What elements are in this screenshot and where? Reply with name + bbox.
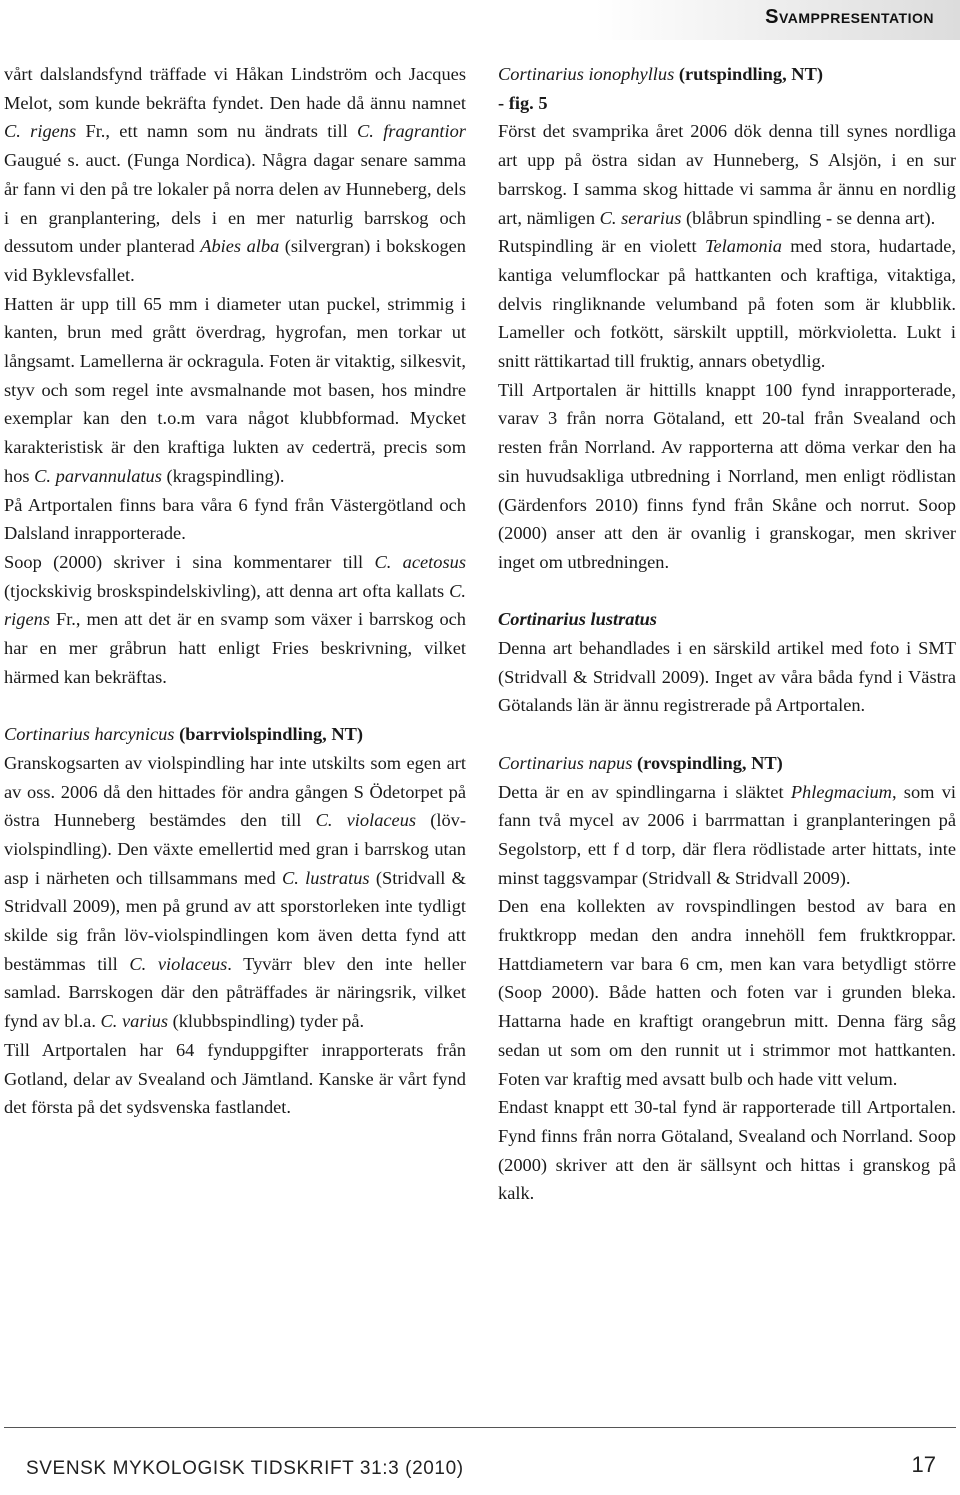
header-bar (0, 0, 960, 40)
section-label: Svamppresentation (765, 6, 934, 28)
species-heading-ionophyllus: Cortinarius ionophyllus (rutspindling, NT) - fig. 5 (498, 64, 823, 113)
paragraph: Till Artportalen har 64 fynduppgifter inrapporterats från Gotland, delar av Svealand och Jämtland. Kanske är vårt fynd det första på det sydsvenska fastlandet. (4, 1039, 466, 1118)
paragraph: Granskogsarten av violspindling har inte utskilts som egen art av oss. 2006 då den hittades för andra gången S Ödetorpet på östra Hunneberg bestämdes den till C. violaceus (löv-violspindling). Den växte emellertid med gran i barrskog utan asp i närheten och tillsammans med C. lustratus (Stridvall & Stridvall 2009), men på grund av att sporstorleken inte tydligt skilde sig från löv-violspindlingen kom även detta fynd att bestämmas till C. violaceus. Tyvärr blev den inte heller samlad. Barrskogen där den påträffades är näringsrik, vilket fynd av bl.a. C. varius (klubbspindling) tyder på. (4, 752, 466, 1032)
paragraph: Hatten är upp till 65 mm i diameter utan puckel, strimmig i kanten, brun med grått överdrag, hygrofan, men torkar ut långsamt. Lamellerna är ockragula. Foten är vitaktig, silkesvit, styv och som regel inte avsmalnande mot basen, hos mindre exemplar kan den t.o.m vara något klubbformad. Mycket karakteristisk är den kraftiga lukten av cederträ, precis som hos C. parvannulatus (kragspindling). (4, 293, 466, 486)
paragraph: Den ena kollekten av rovspindlingen bestod av bara en fruktkropp medan den andra innehöll fem fruktkroppar. Hattdiametern var bara 6 cm, men kan vara betydligt större (Soop 2000). Både hatten och foten var i grunden bleka. Hattarna hade en kraftigt orangebrun mitt. Denna färg såg sedan ut som om den runnit ut i strimmor mot hattkanten. Foten var kraftig med avsatt bulb och hade vitt velum. (498, 896, 956, 1089)
species-heading-napus: Cortinarius napus (rovspindling, NT) (498, 752, 783, 773)
species-heading-harcynicus: Cortinarius harcynicus (barrviolspindling, NT) (4, 724, 364, 745)
species-heading-lustratus: Cortinarius lustratus (498, 609, 657, 630)
paragraph: vårt dalslandsfynd träffade vi Håkan Lindström och Jacques Melot, som kunde bekräfta fyndet. Den hade då ännu namnet C. rigens Fr., ett namn som nu ändrats till C. fragrantior Gaugué s. auct. (Funga Nordica). Några dagar senare samma år fann vi den på tre lokaler på norra delen av Hunneberg, dels i en granplantering, dels i en mer naturlig barrskog och dessutom under planterad Abies alba (silvergran) i bokskogen vid Byklevsfallet. (4, 64, 466, 285)
paragraph: Rutspindling är en violett Telamonia med stora, hudartade, kantiga velumflockar på hattkanten och kraftiga, vitaktiga, delvis ringliknande velumband på foten som är klubblik. Lameller och fotkött, särskilt upptill, mörkvioletta. Lukt i snitt rättikartad till fruktig, annars obetydlig. (498, 236, 957, 372)
paragraph: Detta är en av spindlingarna i släktet Phlegmacium, som vi fann två mycel av 2006 i barrmattan i granplanteringen på Segolstorp, ett f d torp, där flera rödlistade arter hittats, inte minst taggsvampar (Stridvall & Stridvall 2009). (498, 781, 956, 888)
paragraph: På Artportalen finns bara våra 6 fynd från Västergötland och Dalsland inrapporterade. (4, 494, 466, 544)
right-column (498, 60, 956, 1208)
paragraph: Soop (2000) skriver i sina kommentarer till C. acetosus (tjockskivig broskspindelskivling), att denna art ofta kallats C. rigens Fr., men att det är en svamp som växer i barrskog och har en mer gråbrun hatt enligt Fries beskrivning, vilket härmed kan bekräftas. (4, 551, 467, 687)
footer-rule (4, 1427, 956, 1428)
paragraph: Först det svamprika året 2006 dök denna till synes nordliga art upp på östra sidan av Hunneberg, S Alsjön, i en sur barrskog. I samma skog hittade vi samma år ännu en nordlig art, nämligen C. serarius (blåbrun spindling - se denna art). (498, 121, 956, 228)
journal-name: SVENSK MYKOLOGISK TIDSKRIFT 31:3 (2010) (26, 1458, 464, 1479)
paragraph: Denna art behandlades i en särskild artikel med foto i SMT (Stridvall & Stridvall 2009). Inget av våra båda fynd i Västra Götalands län är ännu registrerade på Artportalen. (498, 638, 956, 716)
left-column (4, 60, 466, 1122)
page-number: 17 (911, 1452, 936, 1477)
paragraph: Till Artportalen är hittills knappt 100 fynd inrapporterade, varav 3 från norra Götaland, ett 20-tal från Svealand och resten från Norrland. Av rapporterna att döma verkar den ha sin huvudsakliga utbredning i Norrland, men enligt rödlistan (Gärdenfors 2010) finns fynd från Skåne och norrut. Soop (2000) anser att den är ovanlig i granskogar, men skriver inget om utbredningen. (498, 379, 956, 572)
paragraph: Endast knappt ett 30-tal fynd är rapporterade till Artportalen. Fynd finns från norra Götaland, Svealand och Norrland. Soop (2000) skriver att den är sällsynt och hittas i granskog på kalk. (498, 1097, 956, 1204)
